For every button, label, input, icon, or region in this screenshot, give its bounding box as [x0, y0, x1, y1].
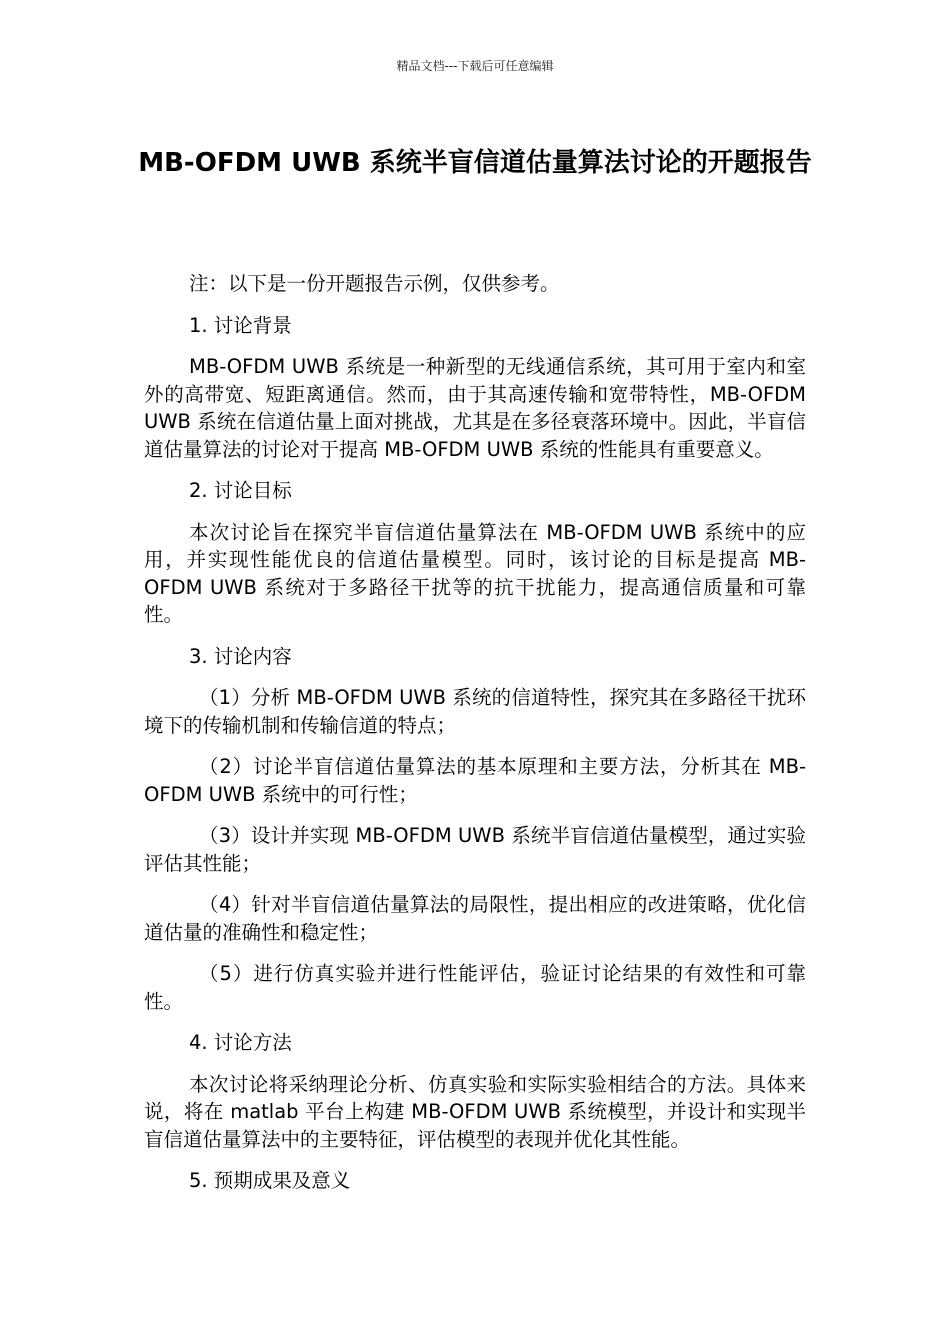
- document-body: [144, 270, 806, 1209]
- section-heading-background: 1. 讨论背景: [189, 313, 292, 337]
- content-item-1: （1）分析 MB-OFDM UWB 系统的信道特性，探究其在多路径干扰环境下的传输机制和传输信道的特点；: [144, 686, 806, 737]
- note-paragraph: 注：以下是一份开题报告示例，仅供参考。: [189, 272, 560, 295]
- document-title: MB-OFDM UWB 系统半盲信道估量算法讨论的开题报告: [138, 148, 812, 178]
- section-heading-content: 3. 讨论内容: [189, 644, 292, 668]
- section-heading-objectives: 2. 讨论目标: [189, 479, 292, 502]
- content-item-2: （2）讨论半盲信道估量算法的基本原理和主要方法，分析其在 MB-OFDM UWB 系统中的可行性；: [144, 755, 806, 806]
- objectives-paragraph: 本次讨论旨在探究半盲信道估量算法在 MB-OFDM UWB 系统中的应用，并实现性能优良的信道估量模型。同时，该讨论的目标是提高 MB-OFDM UWB 系统对于多路径干扰等的抗干扰能力，提高通信质量和可靠性。: [144, 520, 806, 626]
- content-item-4: （4）针对半盲信道估量算法的局限性，提出相应的改进策略，优化信道估量的准确性和稳定性；: [144, 893, 806, 944]
- section-heading-expected-results: 5. 预期成果及意义: [189, 1169, 351, 1192]
- section-heading-methods: 4. 讨论方法: [189, 1031, 292, 1054]
- methods-paragraph: 本次讨论将采纳理论分析、仿真实验和实际实验相结合的方法。具体来说，将在 matlab 平台上构建 MB-OFDM UWB 系统模型，并设计和实现半盲信道估量算法中的主要特征，评估模型的表现并优化其性能。: [144, 1072, 806, 1151]
- page-header-note: 精品文档---下载后可任意编辑: [396, 59, 554, 73]
- background-paragraph: MB-OFDM UWB 系统是一种新型的无线通信系统，其可用于室内和室外的高带宽、短距离通信。然而，由于其高速传输和宽带特性，MB-OFDM UWB 系统在信道估量上面对挑战，尤其是在多径衰落环境中。因此，半盲信道估量算法的讨论对于提高 MB-OFDM UWB 系统的性能具有重要意义。: [144, 355, 806, 461]
- content-item-3: （3）设计并实现 MB-OFDM UWB 系统半盲信道估量模型，通过实验评估其性能；: [144, 824, 806, 875]
- content-item-5: （5）进行仿真实验并进行性能评估，验证讨论结果的有效性和可靠性。: [144, 962, 806, 1013]
